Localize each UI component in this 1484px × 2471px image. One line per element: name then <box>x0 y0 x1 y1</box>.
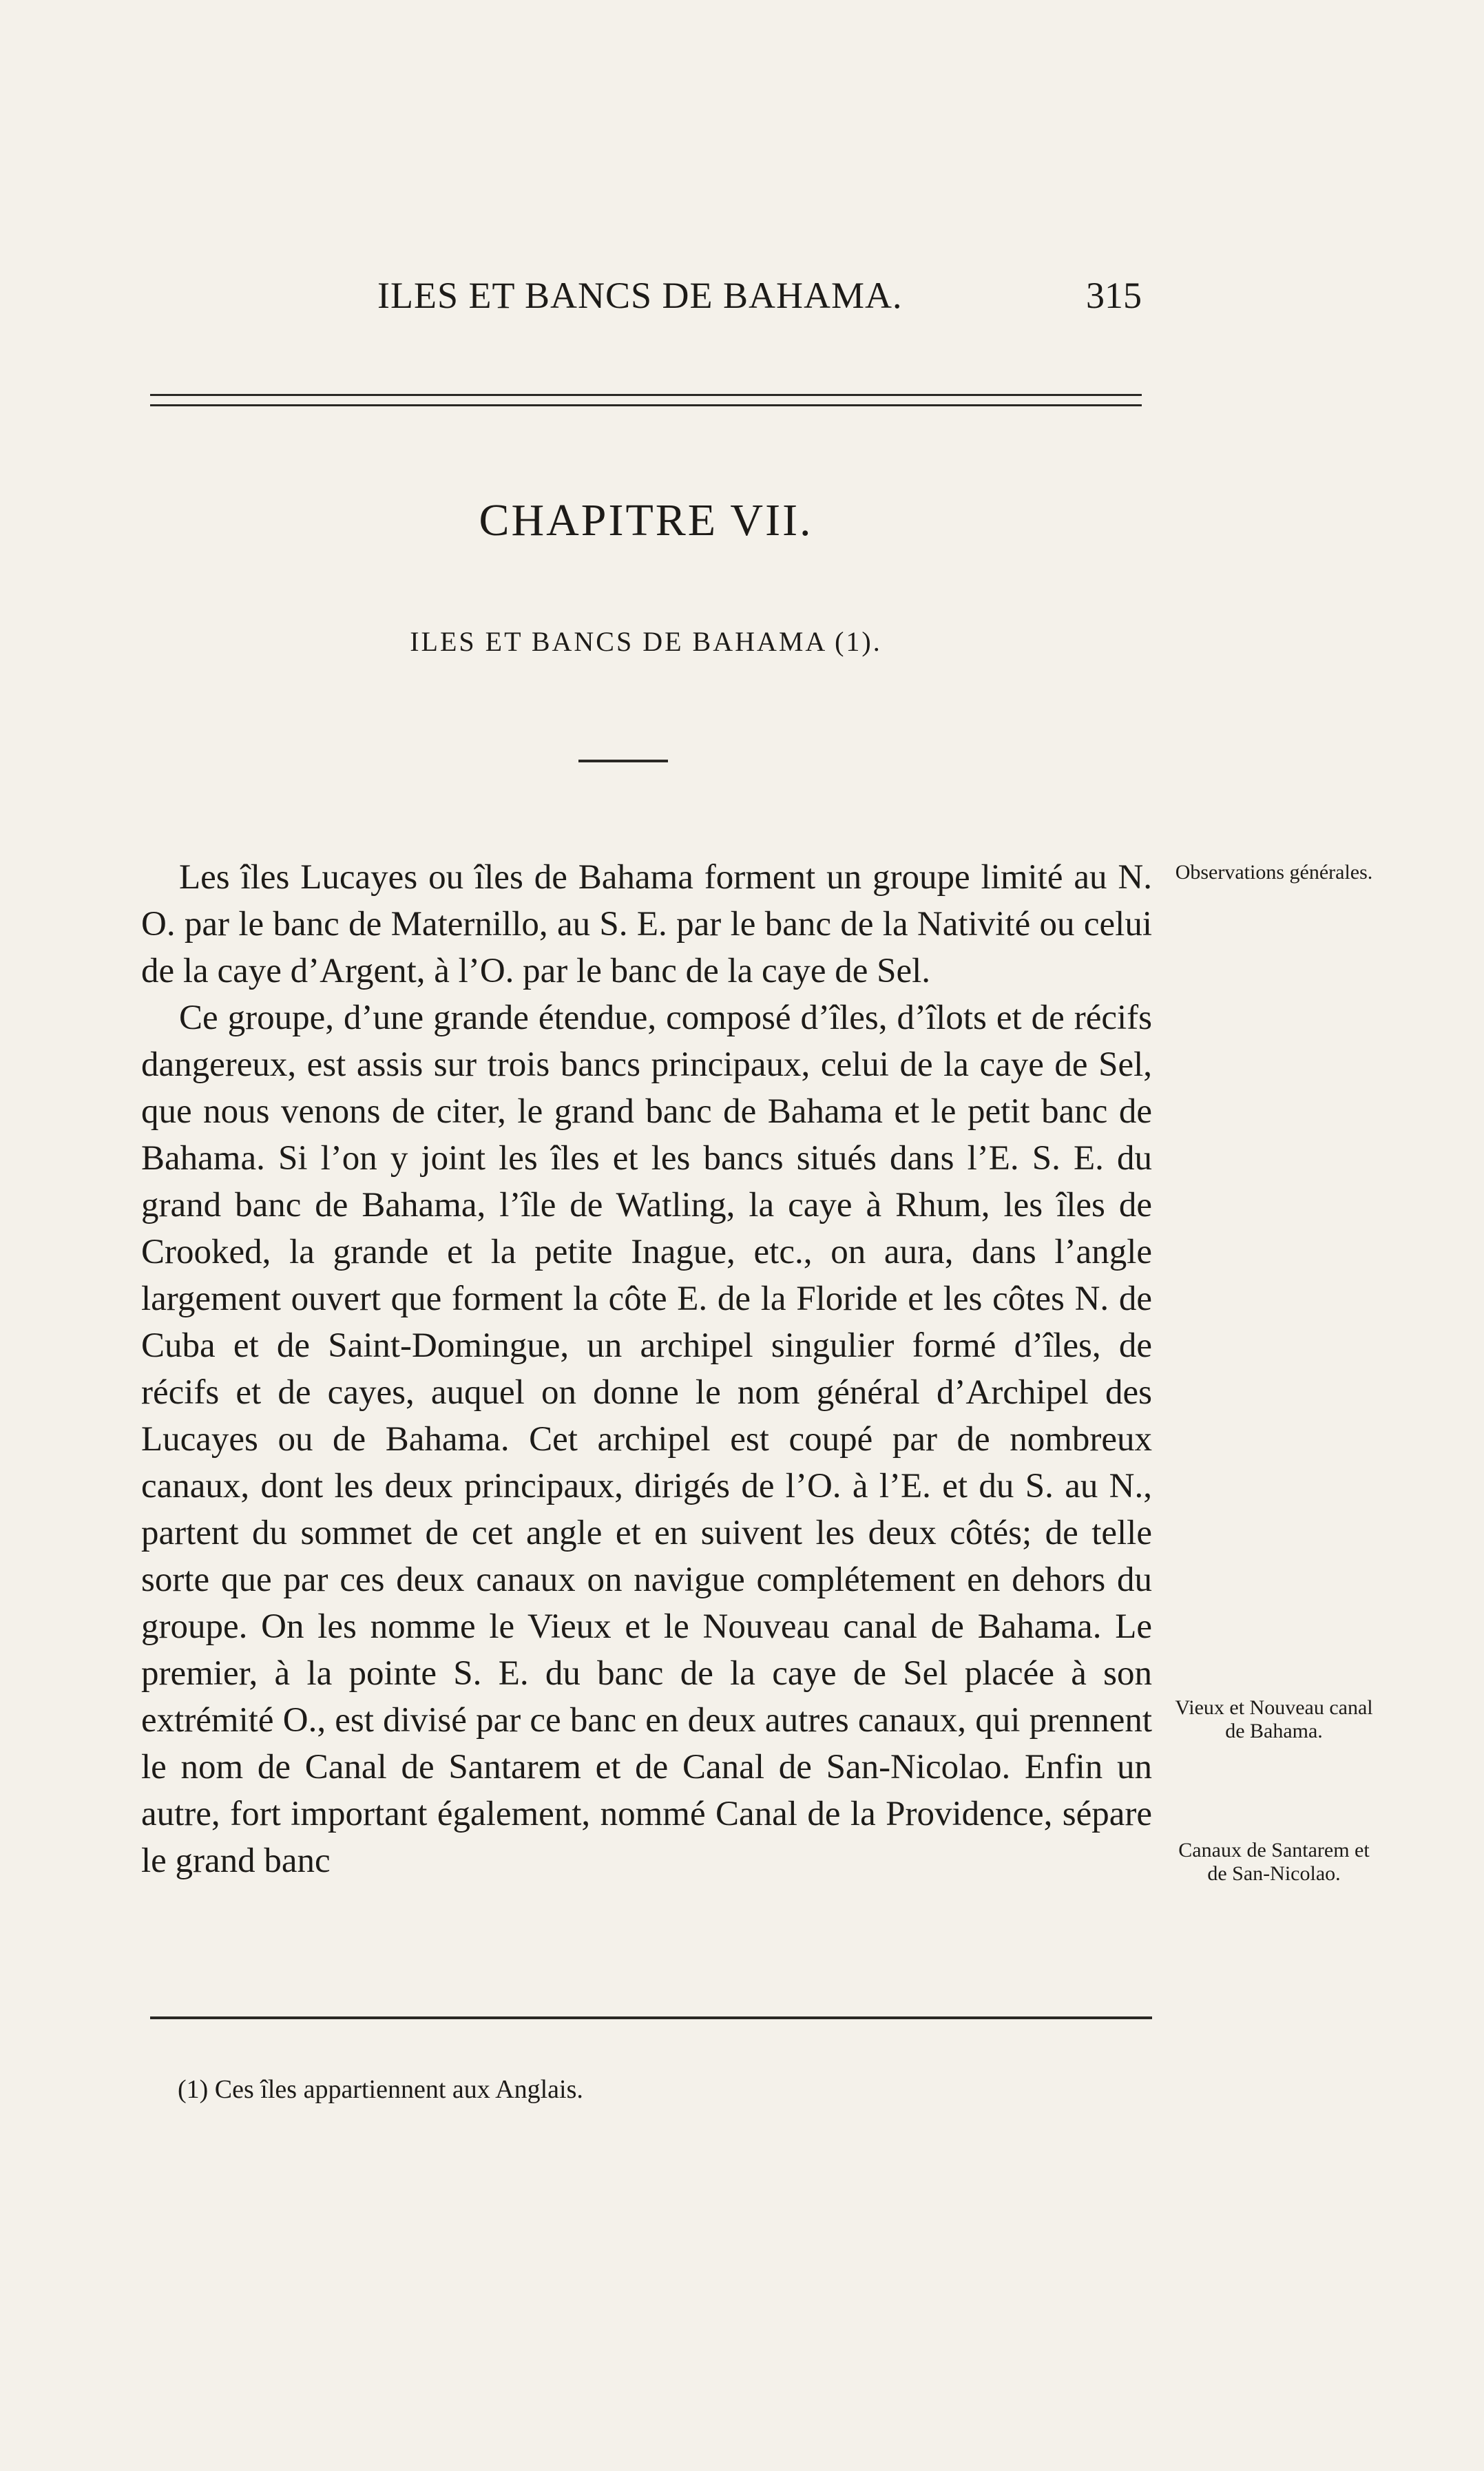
running-head <box>150 274 1142 329</box>
page-number: 315 <box>1086 275 1142 316</box>
section-divider <box>578 760 668 762</box>
margin-note-observations: Observations générales. <box>1175 861 1373 884</box>
running-title: ILES ET BANCS DE BAHAMA. <box>377 275 903 316</box>
margin-note-canaux: Canaux de Santarem et de San-Nicolao. <box>1178 1839 1370 1885</box>
footnote: (1) Ces îles appartiennent aux Anglais. <box>178 2075 583 2104</box>
paragraph: Les îles Lucayes ou îles de Bahama forment un groupe limité au N. O. par le banc de Maternillo, au S. E. par le banc de la Nativité ou celui de la caye d’Argent, à l’O. par le banc de la caye de Sel. <box>141 858 1152 990</box>
footnote-rule <box>150 2016 1152 2019</box>
paragraph: Ce groupe, d’une grande étendue, composé d’îles, d’îlots et de récifs dangereux, est assis sur trois bancs principaux, celui de la caye de Sel, que nous venons de citer, le grand banc de Bahama et le petit banc de Bahama. Si l’on y joint les îles et les bancs situés dans l’E. S. E. du grand banc de Bahama, l’île de Watling, la caye à Rhum, les îles de Crooked, la grande et la petite Inague, etc., on aura, dans l’angle largement ouvert que forment la côte E. de la Floride et les côtes N. de Cuba et de Saint-Domingue, un archipel singulier formé d’îles, de récifs et de cayes, auquel on donne le nom général d’Archipel des Lucayes ou de Bahama. Cet archipel est coupé par de nombreux canaux, dont les deux principaux, dirigés de l’O. à l’E. et du S. au N., partent du sommet de cet angle et en suivent les deux côtés; de telle sorte que par ces deux canaux on navigue complétement en dehors du groupe. On les nomme le Vieux et le Nouveau canal de Bahama. Le premier, à la pointe S. E. du banc de la caye de Sel placée à son extrémité O., est divisé par ce banc en deux autres canaux, qui prennent le nom de Canal de Santarem et de Canal de San-Nicolao. Enfin un autre, fort important également, nommé Canal de la Providence, sépare le grand banc <box>141 999 1152 1880</box>
chapter-subtitle: ILES ET BANCS DE BAHAMA (1). <box>410 626 882 657</box>
margin-note-canal-bahama: Vieux et Nouveau canal de Bahama. <box>1175 1696 1373 1742</box>
body-text <box>141 854 1152 1884</box>
chapter-title: CHAPITRE VII. <box>479 495 813 545</box>
header-double-rule <box>150 394 1142 406</box>
